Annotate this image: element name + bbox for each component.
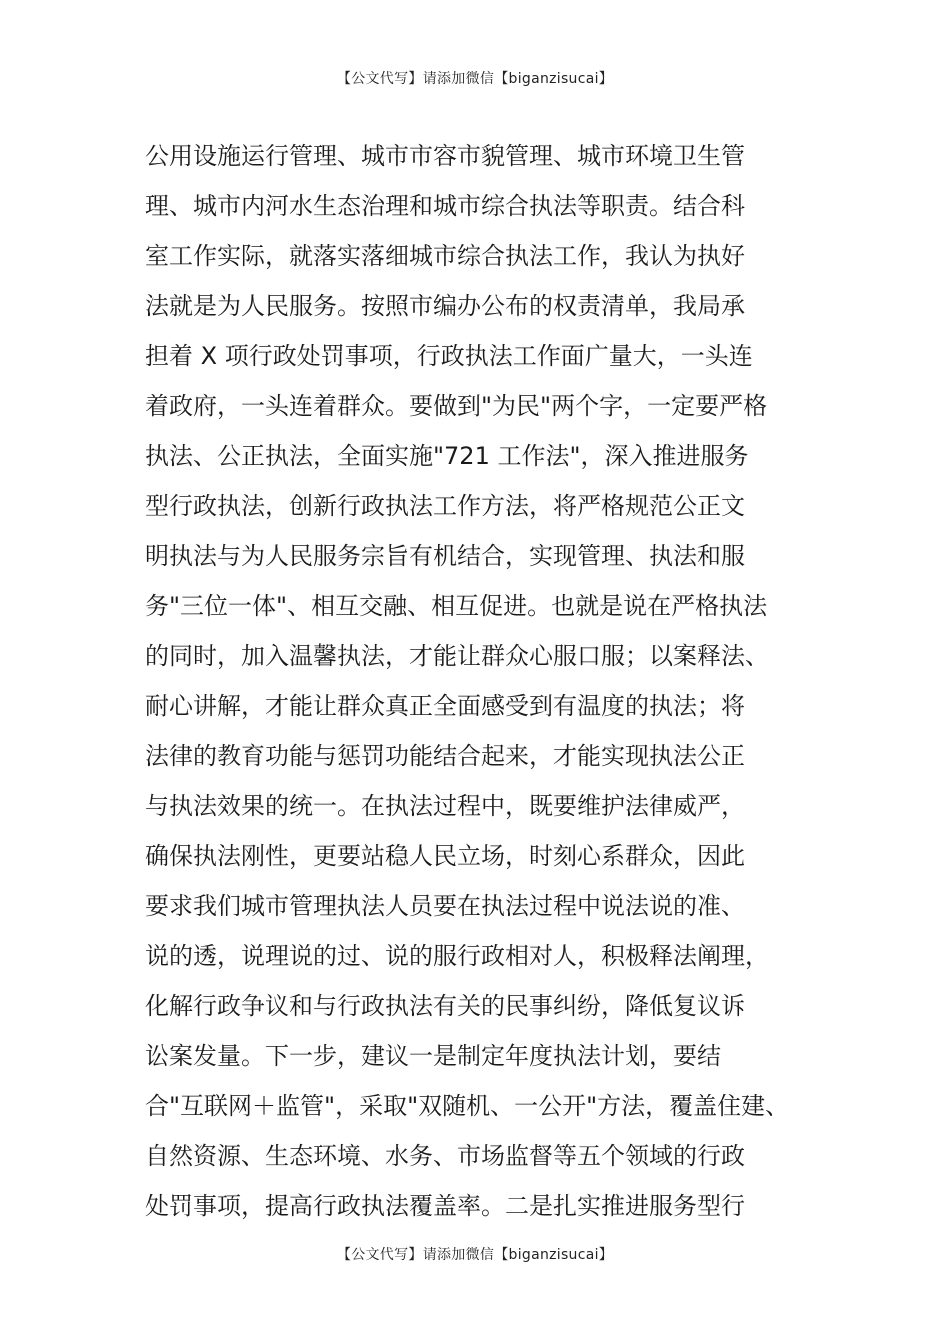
text-line: 务"三位一体"、相互交融、相互促进。也就是说在严格执法 [145, 592, 768, 620]
text-line: 处罚事项，提高行政执法覆盖率。二是扎实推进服务型行 [145, 1192, 745, 1220]
text-line: 确保执法刚性，更要站稳人民立场，时刻心系群众，因此 [145, 842, 745, 870]
text-line: 说的透，说理说的过、说的服行政相对人，积极释法阐理， [145, 942, 769, 970]
text-line: 明执法与为人民服务宗旨有机结合，实现管理、执法和服 [145, 542, 745, 570]
text-line: 耐心讲解，才能让群众真正全面感受到有温度的执法；将 [145, 692, 745, 720]
page-footer: 【公文代写】请添加微信【biganzisucai】 [336, 1247, 614, 1263]
text-line: 室工作实际，就落实落细城市综合执法工作，我认为执好 [145, 242, 745, 270]
document-body [145, 131, 835, 1231]
text-line: 型行政执法，创新行政执法工作方法，将严格规范公正文 [145, 492, 745, 520]
text-line: 化解行政争议和与行政执法有关的民事纠纷，降低复议诉 [145, 992, 745, 1020]
text-line: 自然资源、生态环境、水务、市场监督等五个领域的行政 [145, 1142, 745, 1170]
text-line: 的同时，加入温馨执法，才能让群众心服口服；以案释法、 [145, 642, 769, 670]
text-line: 法就是为人民服务。按照市编办公布的权责清单，我局承 [145, 292, 745, 320]
text-line: 要求我们城市管理执法人员要在执法过程中说法说的准、 [145, 892, 745, 920]
text-line: 公用设施运行管理、城市市容市貌管理、城市环境卫生管 [145, 142, 745, 170]
text-line: 法律的教育功能与惩罚功能结合起来，才能实现执法公正 [145, 742, 745, 770]
text-line: 讼案发量。下一步，建议一是制定年度执法计划，要结 [145, 1042, 721, 1070]
text-line: 担着 X 项行政处罚事项，行政执法工作面广量大，一头连 [145, 342, 753, 370]
text-line: 着政府，一头连着群众。要做到"为民"两个字，一定要严格 [145, 392, 768, 420]
text-line: 与执法效果的统一。在执法过程中，既要维护法律威严， [145, 792, 745, 820]
text-line: 执法、公正执法，全面实施"721 工作法"，深入推进服务 [145, 442, 749, 470]
page-header: 【公文代写】请添加微信【biganzisucai】 [336, 71, 614, 87]
text-line: 合"互联网＋监管"，采取"双随机、一公开"方法，覆盖住建、 [145, 1092, 790, 1120]
text-line: 理、城市内河水生态治理和城市综合执法等职责。结合科 [145, 192, 745, 220]
